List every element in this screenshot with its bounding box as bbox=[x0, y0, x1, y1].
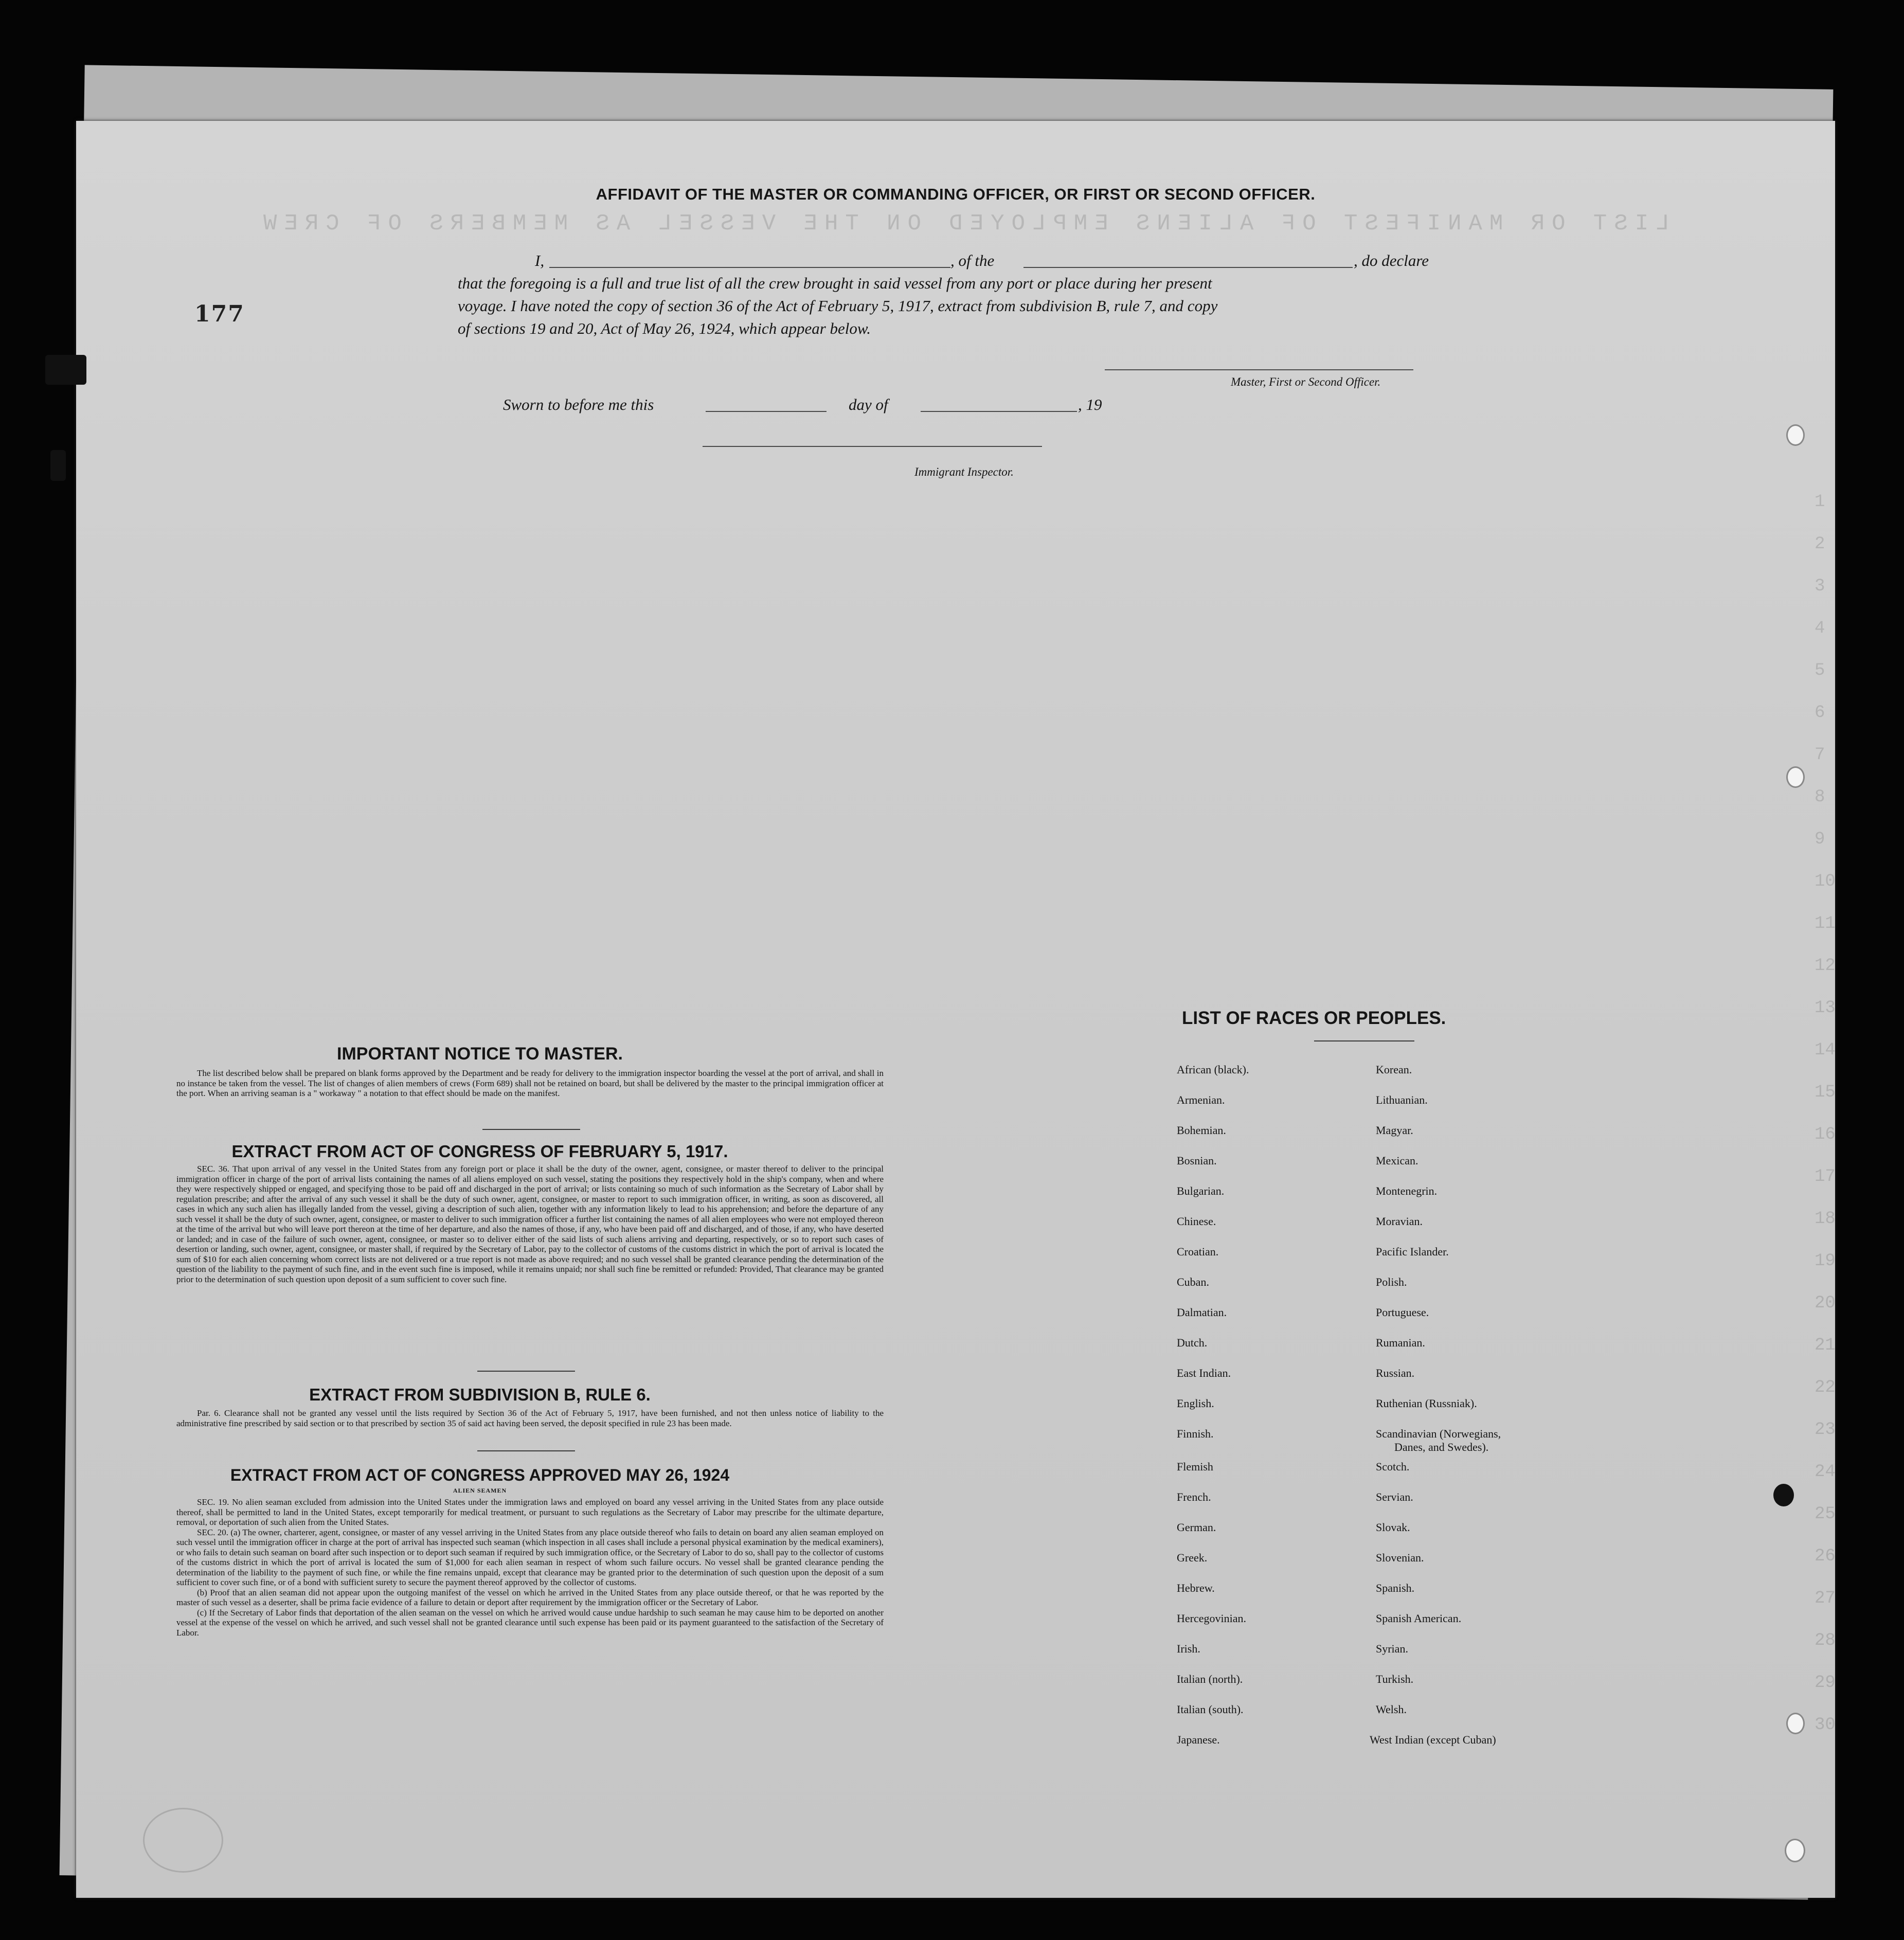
punch-hole bbox=[1786, 424, 1805, 446]
rule-6-title: EXTRACT FROM SUBDIVISION B, RULE 6. bbox=[309, 1385, 651, 1404]
declaration-of-the: , of the bbox=[950, 252, 995, 270]
races-title-underline bbox=[1314, 1040, 1414, 1041]
race-item: Spanish. bbox=[1376, 1582, 1415, 1594]
section-divider bbox=[477, 1450, 575, 1451]
race-item: Italian (north). bbox=[1177, 1673, 1243, 1685]
master-signature-line bbox=[1105, 369, 1413, 370]
faint-stamp bbox=[143, 1808, 223, 1873]
declaration-i: I, bbox=[535, 252, 545, 270]
sworn-label: Sworn to before me this bbox=[503, 396, 654, 414]
race-item: Slovak. bbox=[1376, 1521, 1410, 1534]
extract-1924-subtitle: ALIEN SEAMEN bbox=[453, 1487, 507, 1494]
race-item: Croatian. bbox=[1177, 1245, 1219, 1258]
declaration-do-declare: , do declare bbox=[1354, 252, 1429, 270]
race-item: Rumanian. bbox=[1376, 1336, 1425, 1349]
affidavit-title: AFFIDAVIT OF THE MASTER OR COMMANDING OFFICER, OR FIRST OR SECOND OFFICER. bbox=[596, 185, 1316, 203]
race-item: Scotch. bbox=[1376, 1460, 1410, 1473]
notice-title: IMPORTANT NOTICE TO MASTER. bbox=[337, 1044, 623, 1064]
punch-hole bbox=[1786, 766, 1805, 788]
sworn-day-line bbox=[706, 411, 827, 412]
inspector-caption: Immigrant Inspector. bbox=[914, 465, 1014, 478]
bleed-through-row-numbers: 1 2 3 4 5 6 7 8 9 10 11 12 13 14 15 16 17 18 19 20 21 22 23 24 25 26 27 28 29 30 bbox=[1815, 492, 1836, 1735]
extract-1924-body bbox=[176, 1497, 884, 1638]
race-item: East Indian. bbox=[1177, 1367, 1231, 1379]
race-item: Slovenian. bbox=[1376, 1551, 1424, 1564]
race-item: Armenian. bbox=[1177, 1093, 1225, 1106]
bleed-through-heading: LIST OR MANIFEST OF ALIENS EMPLOYED ON THE VESSEL AS MEMBERS OF CREW bbox=[256, 211, 1669, 237]
extract-1917-title: EXTRACT FROM ACT OF CONGRESS OF FEBRUARY 5, 1917. bbox=[231, 1142, 728, 1161]
extract-1917-text: SEC. 36. That upon arrival of any vessel in the United States from any foreign port or place it shall be the duty of the owner, agent, consignee, or master thereof to deliver to the principal immigration officer in charge of the port of arrival lists containing the names of all aliens employed on such vessel, stating the positions they respectively hold in the ship's company, when and where they were respectively shipped or engaged, and specifying those to be paid off and discharged in the port of arrival; or lists containing so much of such information as the Secretary of Labor shall by regulation prescribe; and after the arrival of any such vessel it shall be the duty of such owner, agent, consignee, or master to report to such immigration officer, in writing, as soon as discovered, all cases in which any such alien has illegally landed from the vessel, giving a description of such alien, together with any information likely to lead to his apprehension; and before the departure of any such vessel it shall be the duty of such owner, agent, consignee, or master to deliver to such immigration officer a further list containing the names of all alien employees who were not employed thereon at the time of the arrival but who will leave port thereon at the time of her departure, and also the names of those, if any, who have been paid off and discharged, and of those, if any, who have deserted or landed; and in case of the failure of such owner, agent, consignee, or master so to deliver either of the said lists of such aliens arriving and departing, respectively, or so to report such cases of desertion or landing, such owner, agent, consignee, or master shall, if required by the Secretary of Labor, pay to the collector of customs of the customs district in which the port of arrival is located the sum of $10 for each alien concerning whom correct lists are not delivered or a true report is not made as above required; and no such vessel shall be granted clearance pending the determination of the question of the liability to the payment of such fine, and in the event such fine is imposed, while it remains unpaid; nor shall such fine be remitted or refunded: Provided, That clearance may be granted prior to the determination of such question upon deposit of a sum sufficient to cover such fine. bbox=[176, 1164, 884, 1284]
sec-19-text: SEC. 19. No alien seaman excluded from admission into the United States under the immigration laws and employed on board any vessel arriving in the United States from any place outside thereof, shall be permitted to land in the United States, except temporarily for medical treatment, or pursuant to such regulations as the Secretary of Labor may prescribe for the ultimate departure, removal, or deportation of such alien from the United States. bbox=[176, 1497, 884, 1527]
race-item: Turkish. bbox=[1376, 1673, 1414, 1685]
race-item: Bulgarian. bbox=[1177, 1184, 1225, 1197]
race-item: Servian. bbox=[1376, 1490, 1413, 1503]
master-signature-caption: Master, First or Second Officer. bbox=[1231, 375, 1381, 388]
race-item: Irish. bbox=[1177, 1642, 1200, 1655]
notice-text: The list described below shall be prepared on blank forms approved by the Department and be ready for delivery to the immigration inspector boarding the vessel at the port of arrival, and shall in no instance be taken from the vessel. The list of changes of alien members of crews (Form 689) shall not be retained on board, but shall be delivered by the master to the principal immigration officer at the port. When an arriving seaman is a " workaway " a notation to that effect should be made on the manifest. bbox=[176, 1068, 884, 1098]
binding-clip bbox=[50, 450, 66, 481]
sworn-day-of: day of bbox=[849, 396, 888, 414]
race-item: Moravian. bbox=[1376, 1215, 1423, 1228]
race-item: Dalmatian. bbox=[1177, 1306, 1227, 1319]
race-item: Finnish. bbox=[1177, 1427, 1214, 1440]
race-item: Magyar. bbox=[1376, 1124, 1413, 1137]
sec-20a-text: SEC. 20. (a) The owner, charterer, agent, consignee, or master of any vessel arriving in the United States from any place outside thereof who fails to detain on board any alien seaman employed on such vessel until the immigration officer in charge at the port of arrival has inspected such seaman (which inspection in all cases shall include a personal physical examination by the medical examiners), or who fails to detain such seaman on board after such inspection or to deport such seaman if required by such immigration office, or the Secretary of Labor to do so, shall pay to the collector of customs of the customs district in which the port of arrival is located the sum of $1,000 for each alien seaman in respect of whom such failure occurs. No vessel shall be granted clearance pending the determination of the liability to the payment of such fine, or while the fine remains unpaid, except that clearance may be granted prior to the determination of such question upon the deposit of a sum sufficient to cover such fine, or of a bond with sufficient surety to secure the payment thereof approved by the collector of customs. bbox=[176, 1527, 884, 1587]
sec-20c-text: (c) If the Secretary of Labor finds that deportation of the alien seaman on the vessel on which he arrived would cause undue hardship to such seaman he may cause him to be deported on another vessel at the expense of the vessel on which he arrived, and such vessel shall not be granted clearance until such expense has been paid or its payment guaranteed to the satisfaction of the Secretary of Labor. bbox=[176, 1607, 884, 1638]
affidavit-declaration bbox=[458, 249, 1533, 340]
race-item: English. bbox=[1177, 1397, 1214, 1410]
sheet-number: 177 bbox=[194, 301, 245, 327]
master-name-line bbox=[549, 267, 950, 268]
races-title: LIST OF RACES OR PEOPLES. bbox=[1182, 1008, 1446, 1028]
sworn-year: , 19 bbox=[1078, 396, 1102, 414]
race-item: Portuguese. bbox=[1376, 1306, 1429, 1319]
punch-hole bbox=[1786, 1713, 1805, 1734]
race-item: Hercegovinian. bbox=[1177, 1612, 1246, 1625]
race-item: Polish. bbox=[1376, 1276, 1407, 1288]
sworn-statement bbox=[503, 393, 1223, 416]
race-item: French. bbox=[1177, 1490, 1211, 1503]
race-item: Spanish American. bbox=[1376, 1612, 1462, 1625]
race-item: Japanese. bbox=[1177, 1733, 1220, 1746]
section-divider bbox=[477, 1371, 575, 1372]
section-divider bbox=[482, 1129, 580, 1130]
manifest-sheet bbox=[76, 121, 1835, 1898]
race-item: Hebrew. bbox=[1177, 1582, 1215, 1594]
race-item: Bohemian. bbox=[1177, 1124, 1226, 1137]
race-item: Flemish bbox=[1177, 1460, 1213, 1473]
vessel-name-line bbox=[1023, 267, 1353, 268]
race-item-continuation: Danes, and Swedes). bbox=[1394, 1441, 1489, 1453]
race-item: Italian (south). bbox=[1177, 1703, 1244, 1716]
extract-1924-title: EXTRACT FROM ACT OF CONGRESS APPROVED MAY 26, 1924 bbox=[230, 1466, 730, 1484]
race-item: Welsh. bbox=[1376, 1703, 1407, 1716]
race-item: German. bbox=[1177, 1521, 1216, 1534]
race-item: Scandinavian (Norwegians, bbox=[1376, 1427, 1501, 1440]
race-item: Cuban. bbox=[1177, 1276, 1209, 1288]
race-item: Pacific Islander. bbox=[1376, 1245, 1449, 1258]
sec-20b-text: (b) Proof that an alien seaman did not appear upon the outgoing manifest of the vessel on which he arrived in the United States from any place outside thereof, or that he was reported by the master of such vessel as a deserter, shall be prima facie evidence of a failure to detain or deport after requirement by the immigration officer or the Secretary of Labor. bbox=[176, 1587, 884, 1607]
race-item: Greek. bbox=[1177, 1551, 1208, 1564]
race-item: Syrian. bbox=[1376, 1642, 1408, 1655]
race-item: Russian. bbox=[1376, 1367, 1415, 1379]
race-item: Bosnian. bbox=[1177, 1154, 1217, 1167]
race-item: African (black). bbox=[1177, 1063, 1249, 1076]
declaration-line-3: voyage. I have noted the copy of section 36 of the Act of February 5, 1917, extract from subdivision B, rule 7, and copy bbox=[458, 297, 1218, 315]
declaration-line-4: of sections 19 and 20, Act of May 26, 1924, which appear below. bbox=[458, 319, 871, 337]
binding-clip bbox=[45, 355, 86, 385]
punch-hole bbox=[1785, 1839, 1805, 1862]
race-item: Lithuanian. bbox=[1376, 1093, 1428, 1106]
rule-6-text: Par. 6. Clearance shall not be granted any vessel until the lists required by Section 36 of the Act of February 5, 1917, have been furnished, and not then unless notice of liability to the administrative fine prescribed by said section or to that prescribed by section 35 of said act having been served, the deposit specified in rule 23 has been made. bbox=[176, 1408, 884, 1428]
race-item: Mexican. bbox=[1376, 1154, 1418, 1167]
sworn-month-line bbox=[921, 411, 1077, 412]
race-item: Dutch. bbox=[1177, 1336, 1208, 1349]
binding-clip bbox=[1773, 1484, 1794, 1506]
race-item: Chinese. bbox=[1177, 1215, 1216, 1228]
inspector-signature-line bbox=[703, 446, 1042, 447]
race-item: Montenegrin. bbox=[1376, 1184, 1438, 1197]
race-item: Ruthenian (Russniak). bbox=[1376, 1397, 1477, 1410]
race-item: West Indian (except Cuban) bbox=[1370, 1733, 1496, 1746]
declaration-line-2: that the foregoing is a full and true list of all the crew brought in said vessel from any port or place during her present bbox=[458, 274, 1212, 292]
race-item: Korean. bbox=[1376, 1063, 1412, 1076]
